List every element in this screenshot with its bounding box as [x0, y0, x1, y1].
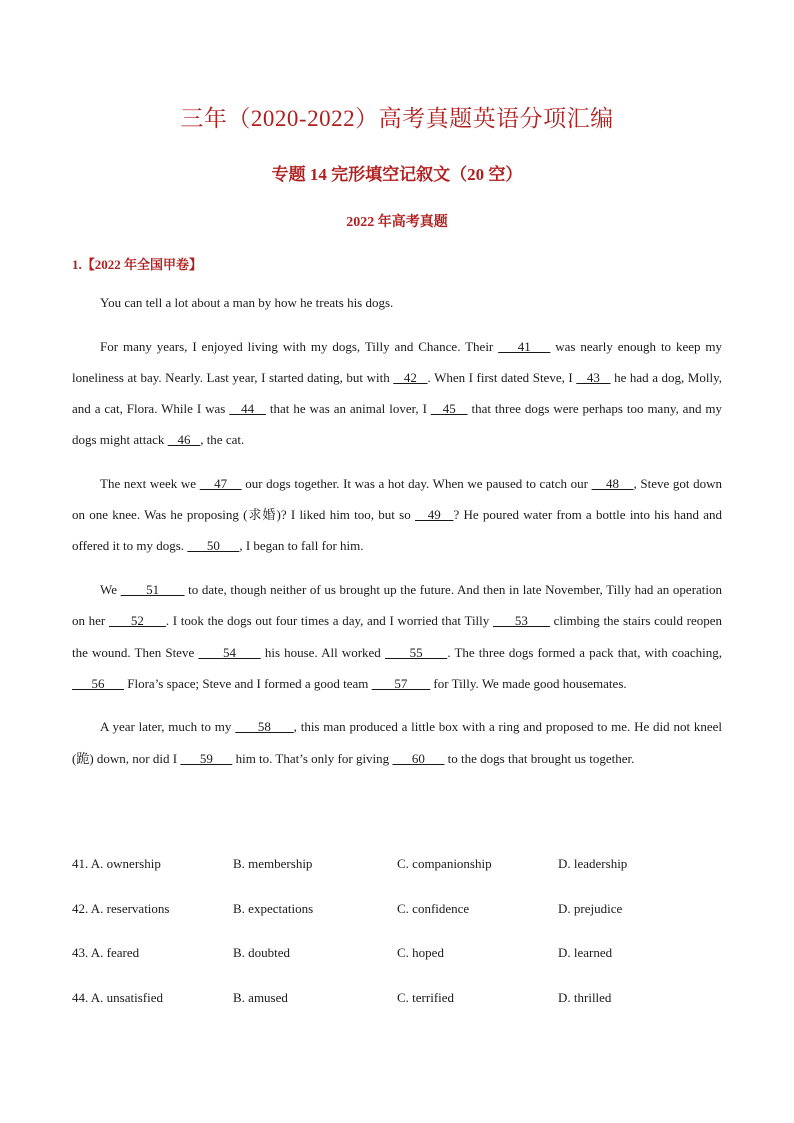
- page-title: 三年（2020-2022）高考真题英语分项汇编: [180, 106, 614, 131]
- passage-text: Flora’s space; Steve and I formed a good team: [124, 675, 372, 691]
- cloze-blank: 50: [187, 538, 240, 554]
- cloze-blank: 55: [384, 644, 448, 660]
- passage-text: to date, though neither of us brought up the future. And then in late November, Tilly had an operation on her: [72, 582, 723, 629]
- passage-text: climbing the stairs could reopen the wound. Then Steve: [72, 613, 723, 660]
- cloze-blank: 45: [430, 401, 468, 417]
- cloze-blank: 60: [392, 750, 445, 766]
- cloze-blank: 58: [235, 719, 294, 735]
- cloze-blank: 49: [414, 507, 454, 523]
- cloze-blank: 52: [108, 613, 166, 629]
- cloze-blank: 51: [120, 582, 185, 598]
- answer-option: B. amused: [233, 989, 288, 1005]
- passage-text: , the cat.: [200, 432, 245, 448]
- answer-option: C. companionship: [397, 856, 492, 871]
- cloze-passage: [72, 287, 722, 786]
- passage-text: for Tilly. We made good housemates.: [430, 675, 627, 691]
- answer-option: B. expectations: [233, 900, 314, 916]
- option-row: [72, 856, 722, 901]
- answer-option: D. learned: [558, 945, 613, 960]
- answer-option: 44. A. unsatisfied: [72, 989, 163, 1005]
- answer-option: 43. A. feared: [72, 945, 140, 960]
- passage-text: A year later, much to my: [100, 719, 236, 735]
- passage-text: , this man produced a little box with a ring and proposed to me. He did not kneel (跪) down, nor did I: [72, 719, 722, 766]
- passage-paragraph: [72, 468, 722, 562]
- option-row: [72, 945, 722, 990]
- passage-text: The next week we: [100, 476, 200, 492]
- passage-text: our dogs together. It was a hot day. When we paused to catch our: [241, 476, 592, 492]
- passage-paragraph: [72, 711, 722, 773]
- passage-text: . When I first dated Steve, I: [427, 369, 577, 385]
- passage-text: was nearly enough to keep my loneliness at bay. Nearly. Last year, I started dating, but with: [72, 338, 723, 385]
- passage-text: , Steve got down on one knee. Was he proposing (求婚)? I liked him too, but so: [72, 476, 722, 523]
- section-heading: 2022 年高考真题: [346, 215, 448, 230]
- answer-option: D. prejudice: [558, 900, 623, 916]
- answer-option: B. membership: [233, 856, 313, 871]
- passage-text: . The three dogs formed a pack that, with coaching,: [447, 644, 722, 660]
- passage-text: to the dogs that brought us together.: [444, 750, 635, 766]
- topic-subtitle: 专题 14 完形填空记叙文（20 空）: [271, 165, 523, 184]
- passage-text: , I began to fall for him.: [239, 538, 364, 554]
- passage-text: his house. All worked: [260, 644, 385, 660]
- answer-option: B. doubted: [233, 945, 291, 960]
- question-heading: 1.【2022 年全国甲卷】: [72, 257, 203, 272]
- cloze-blank: 56: [72, 675, 124, 691]
- passage-text: You can tell a lot about a man by how he treats his dogs.: [100, 295, 394, 310]
- passage-text: We: [100, 582, 121, 598]
- answer-option: 42. A. reservations: [72, 900, 170, 916]
- answer-option: C. hoped: [397, 945, 444, 960]
- passage-text: he had a dog, Molly, and a cat, Flora. While I was: [72, 369, 722, 417]
- passage-text: ? He poured water from a bottle into his hand and offered it to my dogs.: [72, 507, 723, 554]
- answer-option: D. thrilled: [558, 989, 612, 1005]
- cloze-blank: 44: [229, 401, 266, 417]
- passage-text: that three dogs were perhaps too many, and my dogs might attack: [72, 401, 722, 448]
- cloze-blank: 59: [180, 750, 233, 766]
- option-row: [72, 990, 722, 1035]
- answer-options: [72, 856, 722, 1034]
- cloze-blank: 47: [199, 476, 242, 492]
- cloze-blank: 57: [371, 675, 431, 691]
- cloze-blank: 43: [576, 369, 611, 385]
- passage-text: that he was an animal lover, I: [265, 401, 431, 417]
- answer-option: 41. A. ownership: [72, 856, 161, 871]
- answer-option: C. terrified: [397, 989, 455, 1005]
- cloze-blank: 46: [167, 432, 201, 448]
- answer-option: D. leadership: [558, 856, 628, 871]
- cloze-blank: 54: [198, 644, 261, 660]
- answer-option: C. confidence: [397, 900, 470, 916]
- passage-text: For many years, I enjoyed living with my dogs, Tilly and Chance. Their: [100, 338, 499, 354]
- cloze-blank: 53: [492, 613, 550, 629]
- passage-text: . I took the dogs out four times a day, and I worried that Tilly: [165, 613, 493, 629]
- cloze-blank: 48: [591, 476, 634, 492]
- passage-paragraph: [72, 574, 722, 699]
- passage-text: him to. That’s only for giving: [232, 750, 393, 766]
- option-row: [72, 901, 722, 946]
- passage-paragraph: [72, 331, 722, 456]
- cloze-blank: 41: [498, 338, 551, 354]
- cloze-blank: 42: [393, 369, 428, 385]
- passage-paragraph: [72, 287, 722, 318]
